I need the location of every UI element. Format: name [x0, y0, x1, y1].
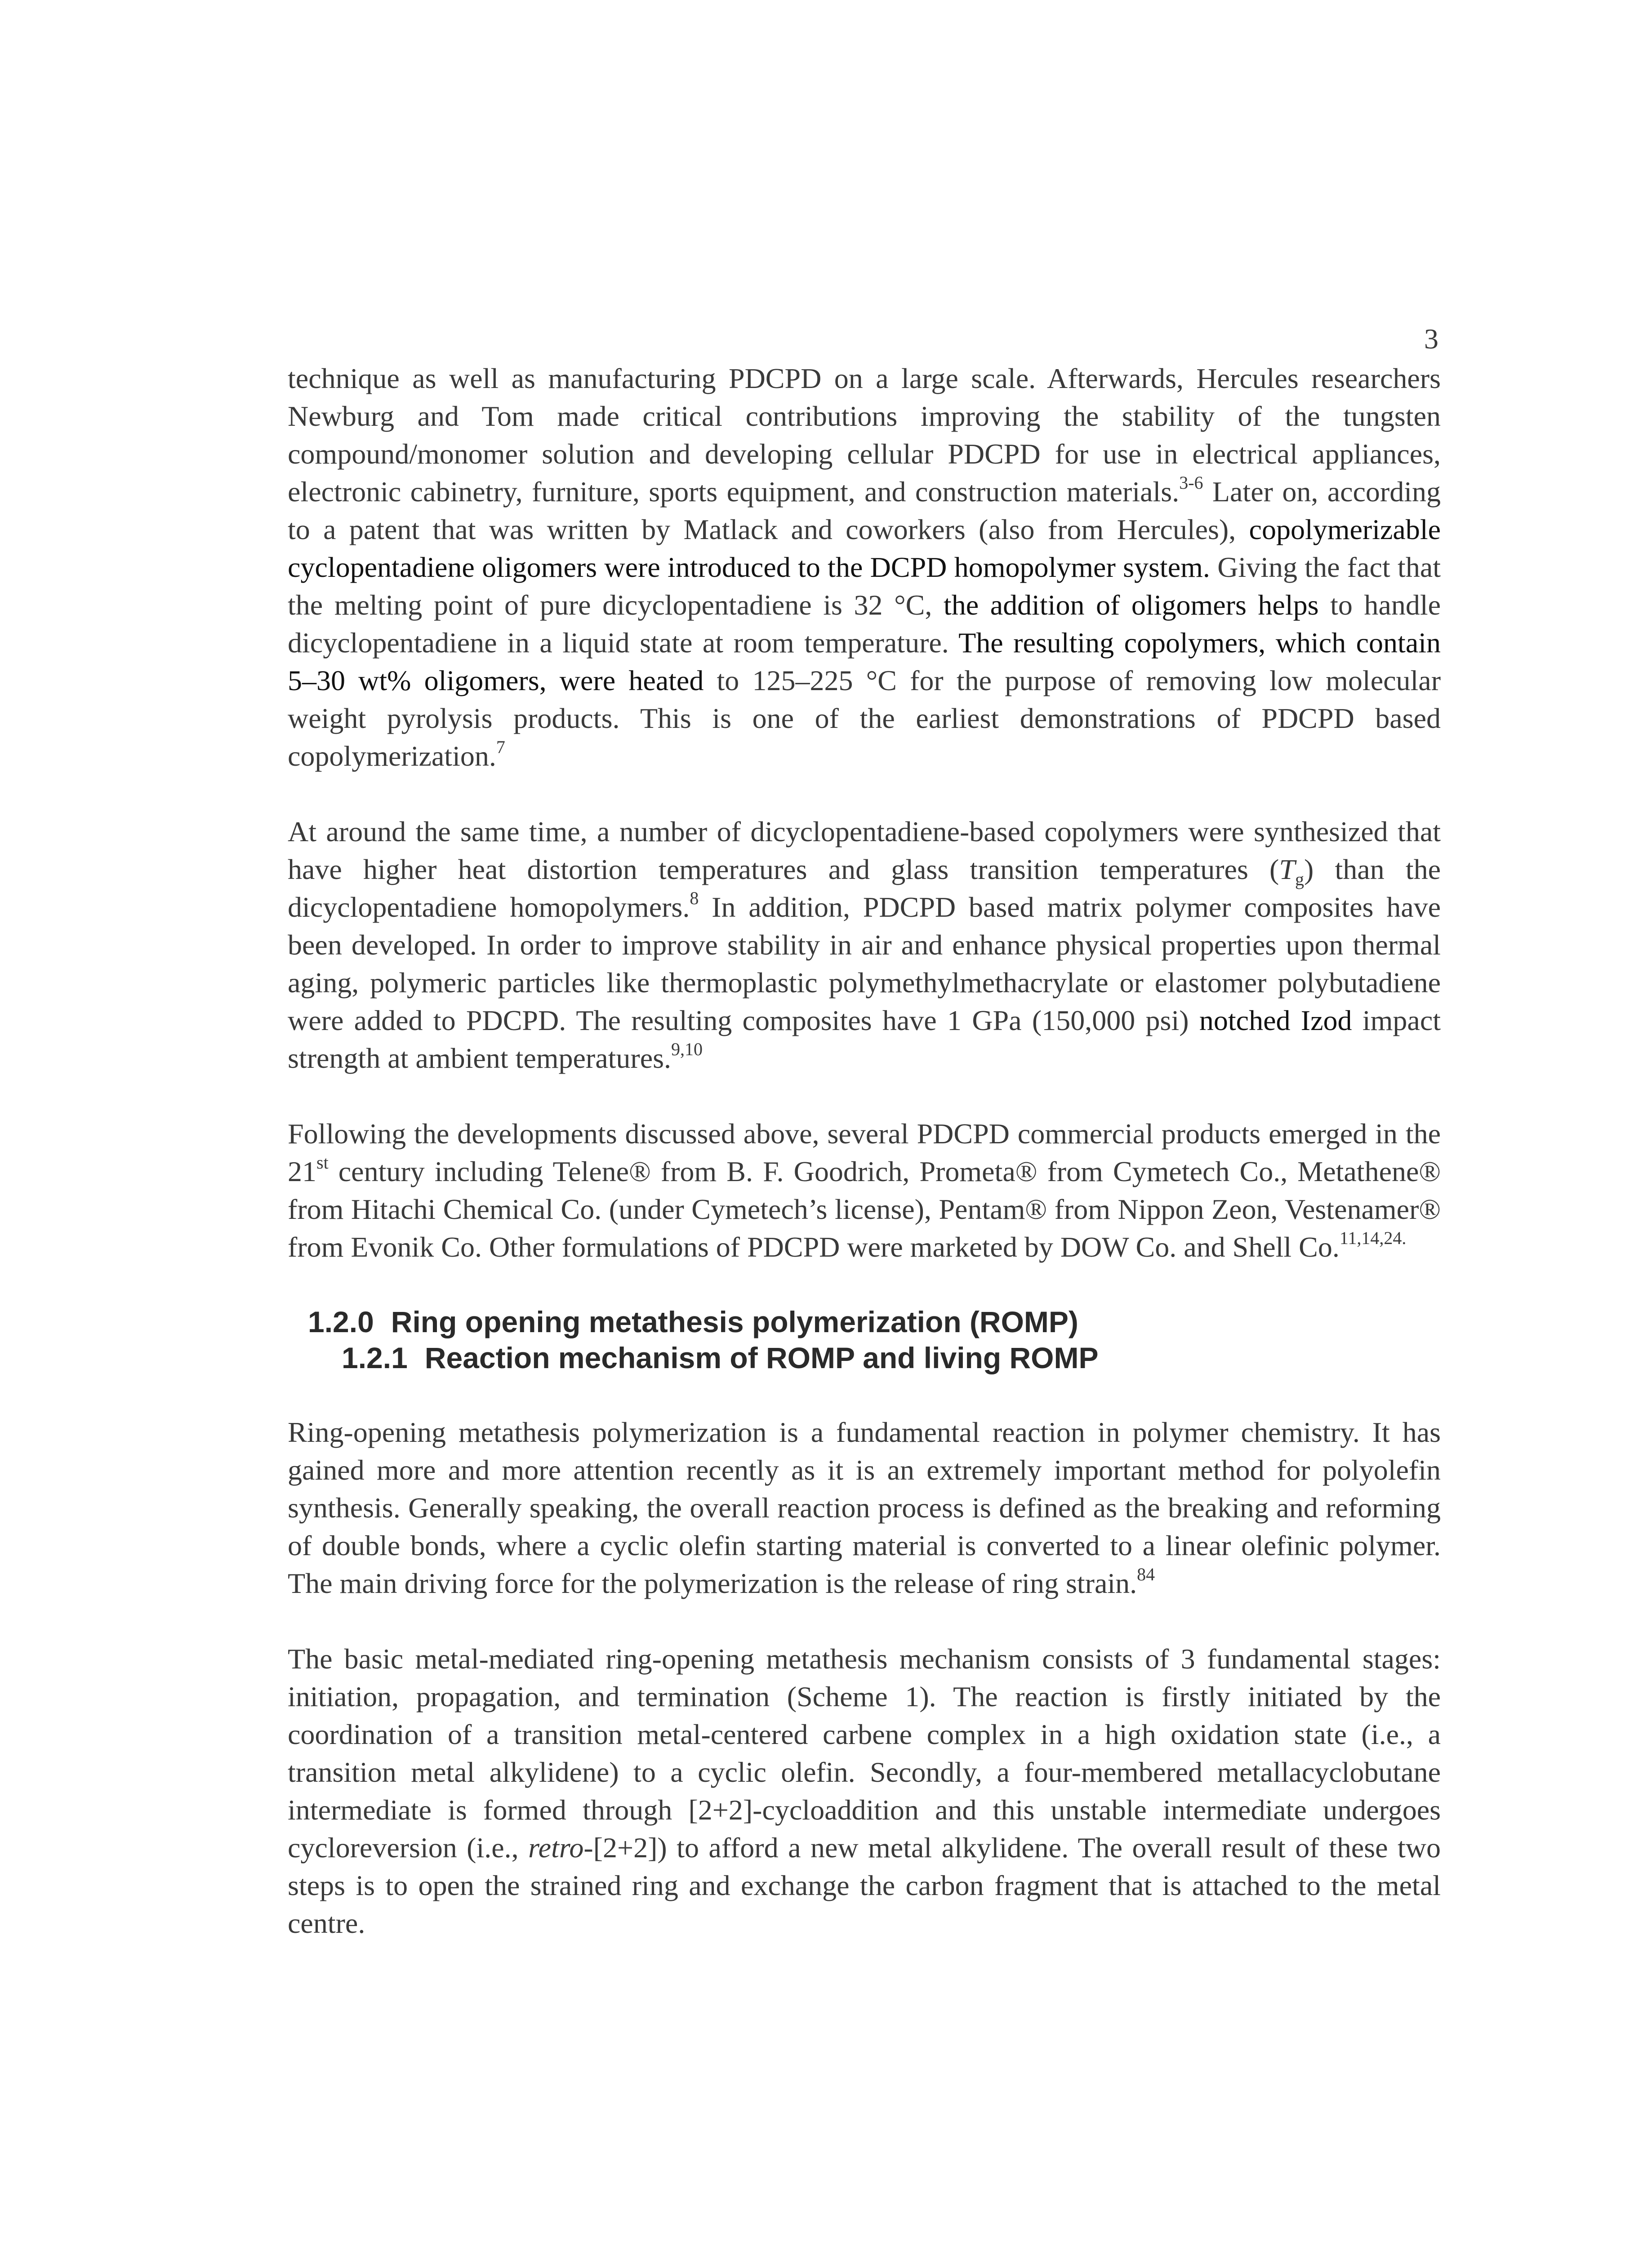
text-run: Following the developments discussed above, several PDCPD commercial products emerged in the 21: [288, 1118, 1441, 1187]
paragraph-copolymers: [288, 813, 1441, 1077]
text-run-emphasis: the addition of oligomers helps: [943, 589, 1319, 621]
section-heading: [288, 1304, 1441, 1340]
page-number: 3: [1424, 323, 1438, 355]
citation: 9,10: [671, 1039, 703, 1059]
text-run: Ring-opening metathesis polymerization is a fundamental reaction in polymer chemistry. It has gained more and more attention recently as it is an extremely important method for polyolefin synthesis. Generally speaking, the overall reaction process is defined as the breaking and reforming of double bonds, where a cyclic olefin starting material is converted to a linear olefinic polymer. The main driving force for the polymerization is the release of ring strain.: [288, 1416, 1441, 1599]
section-number: 1.2.0: [308, 1305, 374, 1338]
paragraph-commercial-products: [288, 1115, 1441, 1266]
subsection-heading: [288, 1340, 1441, 1376]
text-run: The basic metal-mediated ring-opening metathesis mechanism consists of 3 fundamental stages: initiation, propagation, and termination (Scheme 1). The reaction is firstly initiated by the coordination of a transition metal-centered carbene complex in a high oxidation state (i.e., a transition metal alkylidene) to a cyclic olefin. Secondly, a four-membered metallacyclobutane intermediate is formed through [2+2]-cycloaddition and this unstable intermediate undergoes cycloreversion (i.e.,: [288, 1643, 1441, 1864]
text-run-emphasis: copolymerizable cyclopentadiene oligomers were introduced to the DCPD homopolymer system.: [288, 513, 1441, 583]
text-run: At around the same time, a number of dicyclopentadiene-based copolymers were synthesized that have higher heat distortion temperatures and glass transition temperatures (: [288, 816, 1441, 885]
paragraph-romp-mechanism: [288, 1640, 1441, 1942]
text-run: Giving the fact that the melting point of pure dicyclopentadiene is 32 °C,: [288, 551, 1441, 621]
text-run: to 125–225 °C for the purpose of removing low molecular weight pyrolysis products. This is one of the earliest demonstrations of PDCPD based copolymerization.: [288, 665, 1441, 772]
citation: 8: [690, 888, 699, 908]
text-run-emphasis: The resulting copolymers, which contain 5–30 wt% oligomers, were heated: [288, 627, 1441, 696]
section-title: Ring opening metathesis polymerization (ROMP): [391, 1305, 1078, 1338]
citation: 84: [1137, 1564, 1155, 1584]
text-run: technique as well as manufacturing PDCPD on a large scale. Afterwards, Hercules researchers Newburg and Tom made critical contributions improving the stability of the tungsten compound/monomer solution and developing cellular PDCPD for use in electrical appliances, electronic cabinetry, furniture, sports equipment, and construction materials.: [288, 362, 1441, 508]
paragraph-pdcpd-history: [288, 360, 1441, 775]
paragraph-romp-intro: [288, 1414, 1441, 1602]
italic-term: retro: [528, 1832, 584, 1864]
subsection-number: 1.2.1: [342, 1341, 408, 1374]
text-run: century including Telene® from B. F. Goodrich, Prometa® from Cymetech Co., Metathene® from Hitachi Chemical Co. (under Cymetech’s license), Pentam® from Nippon Zeon, Vestenamer® from Evonik Co. Other formulations of PDCPD were marketed by DOW Co. and Shell Co.: [288, 1155, 1441, 1263]
text-run: to handle dicyclopentadiene in a liquid state at room temperature.: [288, 589, 1441, 659]
document-body: [288, 360, 1441, 1980]
citation: 3-6: [1179, 472, 1203, 493]
text-run: impact strength at ambient temperatures.: [288, 1004, 1441, 1074]
subsection-title: Reaction mechanism of ROMP and living ROMP: [424, 1341, 1099, 1374]
text-run: In addition, PDCPD based matrix polymer composites have been developed. In order to improve stability in air and enhance physical properties upon thermal aging, polymeric particles like thermoplastic polymethylmethacrylate or elastomer polybutadiene were added to PDCPD. The resulting composites have 1 GPa (150,000 psi): [288, 891, 1441, 1036]
tg-subscript: g: [1295, 869, 1304, 889]
citation: 7: [496, 736, 505, 757]
text-run: ) than the dicyclopentadiene homopolymers.: [288, 853, 1441, 923]
text-run: -[2+2]) to afford a new metal alkylidene. The overall result of these two steps is to open the strained ring and exchange the carbon fragment that is attached to the metal centre.: [288, 1832, 1441, 1939]
tg-symbol: T: [1279, 853, 1295, 885]
citation: 11,14,24.: [1339, 1227, 1407, 1248]
text-run: Later on, according to a patent that was written by Matlack and coworkers (also from Hercules),: [288, 476, 1441, 545]
ordinal-superscript: st: [316, 1152, 329, 1173]
text-run-emphasis: notched Izod: [1199, 1004, 1352, 1036]
